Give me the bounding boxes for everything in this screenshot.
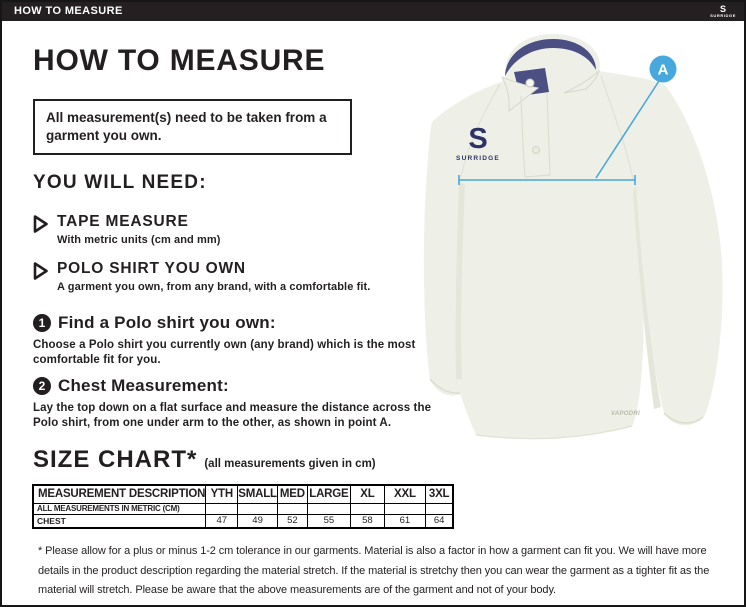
play-triangle-icon (33, 215, 48, 233)
hem-logo-text: VAPODRI (611, 411, 640, 417)
header-med: MED (277, 485, 307, 503)
brand-logo (710, 3, 736, 18)
size-chart-table (32, 484, 454, 529)
need-item-title: POLO SHIRT YOU OWN (57, 260, 246, 277)
header-yth: YTH (206, 485, 238, 503)
notice-box: All measurement(s) need to be taken from a garment you own. (33, 99, 352, 155)
point-a-label: A (657, 61, 669, 79)
table-cell (350, 503, 384, 514)
polo-shirt-image (402, 27, 746, 457)
chest-row-label: CHEST (33, 514, 206, 528)
step-number-badge: 2 (33, 377, 51, 395)
header-3xl: 3XL (425, 485, 453, 503)
header-title: HOW TO MEASURE (14, 4, 123, 17)
table-header-row (33, 485, 453, 503)
table-cell (425, 503, 453, 514)
you-will-need-heading: YOU WILL NEED: (33, 172, 207, 193)
chest-value-yth: 47 (206, 514, 238, 528)
collar-button (526, 79, 534, 87)
need-item-desc: With metric units (cm and mm) (57, 234, 221, 246)
need-item-desc: A garment you own, from any brand, with a comfortable fit. (57, 281, 371, 293)
play-triangle-icon (33, 262, 48, 280)
chest-value-xl: 58 (350, 514, 384, 528)
size-chart-heading (33, 446, 376, 474)
size-chart-title: SIZE CHART* (33, 446, 198, 473)
tolerance-footnote: * Please allow for a plus or minus 1-2 cm tolerance in our garments. Material is also a factor in how a garment can fit you. We will have more details in the product description regarding the material stretch. If the material is stretchy then you can wear the garment as a tighter fit as the material will stretch. Please be aware that the above measurements are of the garment and not of your body. (38, 545, 710, 596)
chest-value-large: 55 (307, 514, 350, 528)
need-item-tape-measure (33, 213, 221, 246)
metric-row-label: ALL MEASUREMENTS IN METRIC (CM) (33, 503, 206, 514)
placket-button (533, 147, 540, 154)
step-title: Chest Measurement: (58, 376, 229, 395)
step-header (33, 376, 435, 396)
table-cell (238, 503, 278, 514)
step-header (33, 313, 435, 333)
table-cell (384, 503, 425, 514)
table-cell (277, 503, 307, 514)
header-bar (0, 0, 746, 21)
header-xxl: XXL (384, 485, 425, 503)
chest-value-small: 49 (238, 514, 278, 528)
chest-value-xxl: 61 (384, 514, 425, 528)
size-chart-subtitle: (all measurements given in cm) (204, 458, 376, 470)
table-cell (307, 503, 350, 514)
header-small: SMALL (238, 485, 278, 503)
need-item-text (57, 213, 221, 246)
need-item-title: TAPE MEASURE (57, 213, 189, 230)
brand-logo-icon: S (720, 4, 727, 14)
table-chest-row (33, 514, 453, 528)
step-chest-measurement (33, 376, 435, 431)
header-large: LARGE (307, 485, 350, 503)
step-number-badge: 1 (33, 314, 51, 332)
chest-logo-icon: S (468, 123, 488, 155)
shirt-body (424, 34, 723, 439)
header-measurement-description: MEASUREMENT DESCRIPTION (33, 485, 206, 503)
table-metric-row (33, 503, 453, 514)
need-item-polo-shirt (33, 260, 370, 293)
step-find-polo (33, 313, 435, 368)
chest-logo-text: SURRIDGE (456, 155, 500, 162)
step-title: Find a Polo shirt you own: (58, 313, 276, 332)
brand-logo-text: SURRIDGE (710, 13, 736, 18)
shirt-illustration (402, 27, 746, 457)
table-cell (206, 503, 238, 514)
chest-value-med: 52 (277, 514, 307, 528)
step-body: Lay the top down on a flat surface and measure the distance across the Polo shirt, from one under arm to the other, as shown in point A. (33, 402, 432, 429)
header-xl: XL (350, 485, 384, 503)
step-body: Choose a Polo shirt you currently own (any brand) which is the most comfortable fit for you. (33, 339, 416, 366)
page-title: HOW TO MEASURE (33, 44, 326, 77)
chest-value-3xl: 64 (425, 514, 453, 528)
need-item-text (57, 260, 370, 293)
